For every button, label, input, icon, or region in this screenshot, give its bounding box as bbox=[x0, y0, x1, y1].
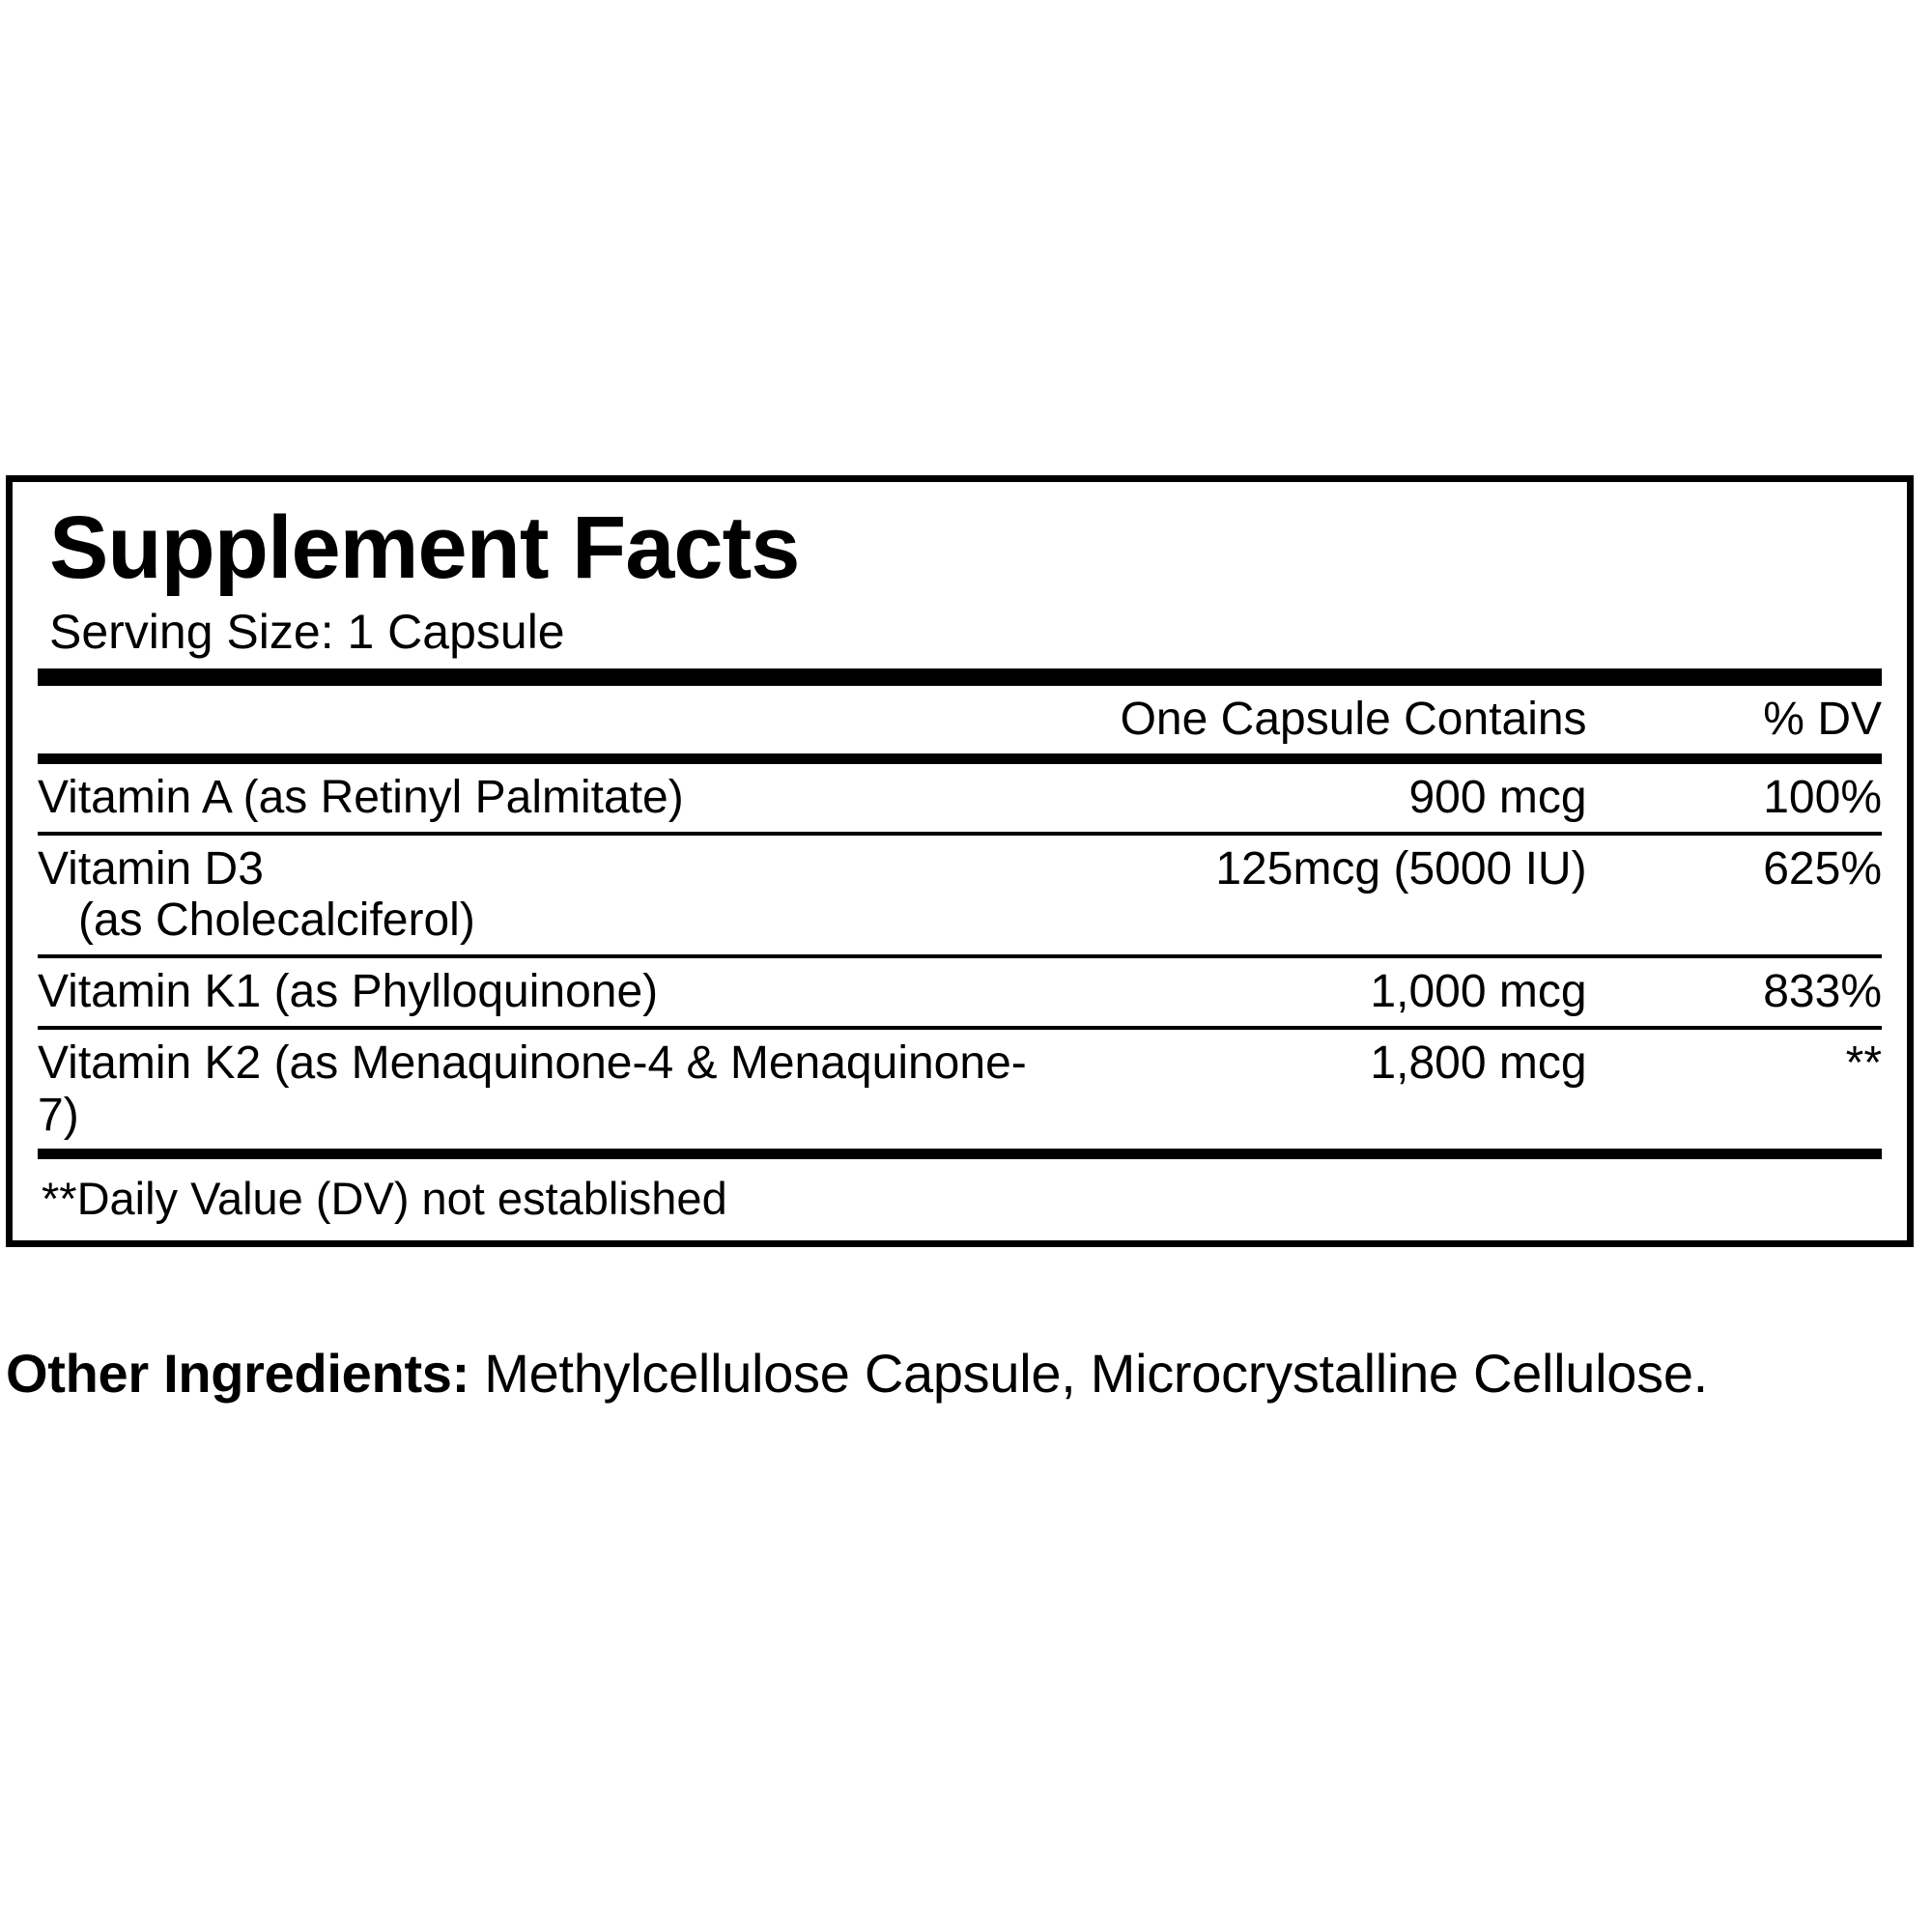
row-amount: 1,800 mcg bbox=[1370, 1037, 1587, 1089]
other-ingredients-text: Methylcellulose Capsule, Microcrystalline Cellulose. bbox=[469, 1343, 1708, 1404]
nutrient-table bbox=[38, 686, 1882, 753]
table-row bbox=[38, 1030, 1882, 1150]
divider-medium-header bbox=[38, 753, 1882, 764]
row-dv: ** bbox=[1845, 1037, 1882, 1089]
header-name bbox=[38, 686, 1034, 753]
row-name bbox=[38, 836, 1034, 955]
table-row bbox=[38, 764, 1882, 832]
row-name: Vitamin K2 (as Menaquinone-4 & Menaquinone-7) bbox=[38, 1037, 1027, 1141]
header-dv: % DV bbox=[1763, 694, 1882, 745]
row-name: Vitamin A (as Retinyl Palmitate) bbox=[38, 771, 684, 823]
table-header-row bbox=[38, 686, 1882, 753]
row-amount: 125mcg (5000 IU) bbox=[1215, 842, 1587, 895]
divider-thick-top bbox=[38, 668, 1882, 686]
row-dv: 100% bbox=[1763, 771, 1882, 823]
divider-medium-footnote bbox=[38, 1149, 1882, 1159]
row-amount: 1,000 mcg bbox=[1370, 966, 1587, 1017]
serving-size: Serving Size: 1 Capsule bbox=[49, 605, 565, 659]
panel-title: Supplement Facts bbox=[49, 498, 800, 597]
supplement-facts-panel bbox=[6, 475, 1914, 1247]
daily-value-footnote: **Daily Value (DV) not established bbox=[42, 1173, 727, 1225]
row-dv: 833% bbox=[1763, 966, 1882, 1017]
row-name: Vitamin K1 (as Phylloquinone) bbox=[38, 966, 659, 1017]
other-ingredients bbox=[6, 1341, 1923, 1406]
row-amount: 900 mcg bbox=[1408, 771, 1587, 823]
other-ingredients-label: Other Ingredients: bbox=[6, 1343, 469, 1404]
row-name-main: Vitamin D3 bbox=[38, 842, 264, 895]
table-row bbox=[38, 958, 1882, 1026]
header-amount: One Capsule Contains bbox=[1120, 694, 1587, 745]
row-dv: 625% bbox=[1763, 842, 1882, 895]
row-name-sub: (as Cholecalciferol) bbox=[78, 895, 475, 947]
nutrient-rows bbox=[38, 764, 1882, 1150]
table-row bbox=[38, 836, 1882, 955]
